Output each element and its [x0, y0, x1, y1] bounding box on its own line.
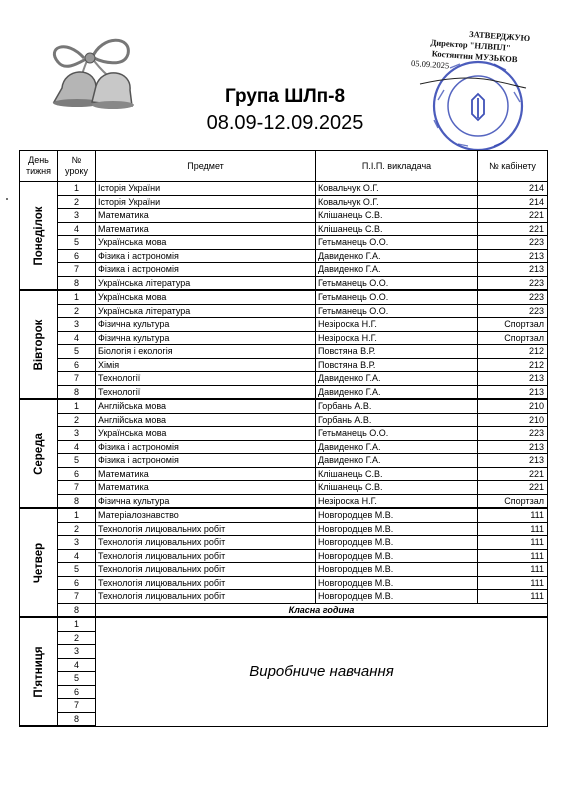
subject-cell: Математика: [96, 481, 316, 495]
lesson-number: 2: [58, 631, 96, 645]
lesson-number: 3: [58, 536, 96, 550]
lesson-number: 2: [58, 413, 96, 427]
table-row: [20, 385, 548, 399]
teacher-cell: Новгородцев М.В.: [316, 508, 478, 522]
room-cell: 213: [478, 249, 548, 263]
room-cell: 213: [478, 372, 548, 386]
lesson-number: 7: [58, 481, 96, 495]
schedule-body: [20, 182, 548, 727]
lesson-number: 4: [58, 222, 96, 236]
room-cell: 111: [478, 576, 548, 590]
subject-cell: Українська література: [96, 276, 316, 290]
table-row: [20, 440, 548, 454]
lesson-number: 6: [58, 249, 96, 263]
table-row: [20, 576, 548, 590]
friday-day-cell: [20, 617, 58, 726]
date-range: 08.09-12.09.2025: [206, 112, 364, 134]
table-row: [20, 399, 548, 413]
table-row: [20, 195, 548, 209]
subject-cell: Технологія лицювальних робіт: [96, 590, 316, 604]
lesson-number: 2: [58, 304, 96, 318]
header-lesson-number: № уроку: [58, 151, 96, 182]
table-row: [20, 617, 548, 631]
table-row: [20, 331, 548, 345]
lesson-number: 8: [58, 603, 96, 617]
table-row: [20, 236, 548, 250]
lesson-number: 2: [58, 195, 96, 209]
lesson-number: 5: [58, 563, 96, 577]
table-row: [20, 304, 548, 318]
teacher-cell: Повстяна В.Р.: [316, 345, 478, 359]
room-cell: 223: [478, 427, 548, 441]
tuesday-label: Вівторок: [32, 319, 45, 370]
subject-cell: Технологія лицювальних робіт: [96, 536, 316, 550]
table-row: [20, 427, 548, 441]
room-cell: Спортзал: [478, 318, 548, 332]
approval-position: Директор "НЛВПЛ": [430, 37, 512, 53]
lesson-number: 8: [58, 276, 96, 290]
teacher-cell: Клішанець С.В.: [316, 467, 478, 481]
lesson-number: 1: [58, 617, 96, 631]
teacher-cell: Новгородцев М.В.: [316, 522, 478, 536]
table-row: [20, 481, 548, 495]
lesson-number: 6: [58, 467, 96, 481]
lesson-number: 3: [58, 427, 96, 441]
lesson-number: 4: [58, 549, 96, 563]
lesson-number: 8: [58, 494, 96, 508]
teacher-cell: Новгородцев М.В.: [316, 576, 478, 590]
room-cell: 111: [478, 536, 548, 550]
teacher-cell: Давиденко Г.А.: [316, 372, 478, 386]
table-row: [20, 318, 548, 332]
table-row: [20, 263, 548, 277]
room-cell: 221: [478, 481, 548, 495]
subject-cell: Фізика і астрономія: [96, 440, 316, 454]
lesson-number: 7: [58, 372, 96, 386]
lesson-number: 4: [58, 331, 96, 345]
teacher-cell: Незіроска Н.Г.: [316, 331, 478, 345]
friday-label: П'ятниця: [32, 645, 45, 698]
lesson-number: 5: [58, 236, 96, 250]
bells-decoration: [36, 28, 156, 110]
table-row: [20, 358, 548, 372]
teacher-cell: Давиденко Г.А.: [316, 263, 478, 277]
thursday-label: Четвер: [32, 542, 45, 583]
room-cell: Спортзал: [478, 331, 548, 345]
subject-cell: Технологія лицювальних робіт: [96, 522, 316, 536]
table-row: [20, 603, 548, 617]
teacher-cell: Новгородцев М.В.: [316, 590, 478, 604]
room-cell: 213: [478, 440, 548, 454]
room-cell: 210: [478, 413, 548, 427]
table-row: [20, 413, 548, 427]
lesson-number: 7: [58, 699, 96, 713]
lesson-number: 4: [58, 658, 96, 672]
table-row: [20, 182, 548, 196]
subject-cell: Фізика і астрономія: [96, 249, 316, 263]
room-cell: 221: [478, 467, 548, 481]
production-training-cell: Виробниче навчання: [96, 617, 548, 726]
thursday-day-cell: [20, 508, 58, 617]
room-cell: 214: [478, 182, 548, 196]
teacher-cell: Гетьманець О.О.: [316, 304, 478, 318]
lesson-number: 2: [58, 522, 96, 536]
teacher-cell: Горбань А.В.: [316, 399, 478, 413]
subject-cell: Історія України: [96, 195, 316, 209]
room-cell: 221: [478, 209, 548, 223]
lesson-number: 5: [58, 345, 96, 359]
room-cell: 212: [478, 358, 548, 372]
approval-heading: ЗАТВЕРДЖУЮ: [468, 28, 531, 44]
teacher-cell: Давиденко Г.А.: [316, 454, 478, 468]
teacher-cell: Клішанець С.В.: [316, 481, 478, 495]
teacher-cell: Клішанець С.В.: [316, 209, 478, 223]
teacher-cell: Повстяна В.Р.: [316, 358, 478, 372]
room-cell: 223: [478, 290, 548, 304]
lesson-number: 4: [58, 440, 96, 454]
header-teacher: П.І.П. викладача: [316, 151, 478, 182]
room-cell: 223: [478, 304, 548, 318]
subject-cell: Біологія і екологія: [96, 345, 316, 359]
room-cell: 111: [478, 508, 548, 522]
table-row: [20, 522, 548, 536]
header-row: [20, 151, 548, 182]
subject-cell: Технології: [96, 385, 316, 399]
lesson-number: 5: [58, 454, 96, 468]
room-cell: 214: [478, 195, 548, 209]
room-cell: 212: [478, 345, 548, 359]
teacher-cell: Гетьманець О.О.: [316, 427, 478, 441]
monday-day-cell: [20, 182, 58, 291]
table-row: [20, 209, 548, 223]
schedule-table: [19, 150, 548, 727]
subject-cell: Хімія: [96, 358, 316, 372]
subject-cell: Технологія лицювальних робіт: [96, 563, 316, 577]
subject-cell: Математика: [96, 209, 316, 223]
wednesday-day-cell: [20, 399, 58, 508]
teacher-cell: Новгородцев М.В.: [316, 563, 478, 577]
header-day: День тижня: [20, 151, 58, 182]
lesson-number: 1: [58, 399, 96, 413]
room-cell: 213: [478, 263, 548, 277]
room-cell: 111: [478, 563, 548, 577]
table-row: [20, 549, 548, 563]
subject-cell: Матеріалознавство: [96, 508, 316, 522]
teacher-cell: Ковальчук О.Г.: [316, 195, 478, 209]
room-cell: Спортзал: [478, 494, 548, 508]
teacher-cell: Новгородцев М.В.: [316, 549, 478, 563]
subject-cell: Українська мова: [96, 236, 316, 250]
room-cell: 221: [478, 222, 548, 236]
subject-cell: Математика: [96, 222, 316, 236]
room-cell: 111: [478, 549, 548, 563]
subject-cell: Українська мова: [96, 290, 316, 304]
subject-cell: Англійська мова: [96, 399, 316, 413]
teacher-cell: Клішанець С.В.: [316, 222, 478, 236]
wednesday-label: Середа: [32, 432, 45, 475]
lesson-number: 7: [58, 590, 96, 604]
header-subject: Предмет: [96, 151, 316, 182]
teacher-cell: Давиденко Г.А.: [316, 249, 478, 263]
teacher-cell: Гетьманець О.О.: [316, 236, 478, 250]
teacher-cell: Давиденко Г.А.: [316, 385, 478, 399]
lesson-number: 5: [58, 672, 96, 686]
table-row: [20, 590, 548, 604]
lesson-number: 1: [58, 182, 96, 196]
lesson-number: 6: [58, 685, 96, 699]
teacher-cell: Гетьманець О.О.: [316, 290, 478, 304]
teacher-cell: Незіроска Н.Г.: [316, 494, 478, 508]
teacher-cell: Ковальчук О.Г.: [316, 182, 478, 196]
subject-cell: Фізична культура: [96, 331, 316, 345]
subject-cell: Фізична культура: [96, 318, 316, 332]
table-row: [20, 508, 548, 522]
class-hour-cell: Класна година: [96, 603, 548, 617]
subject-cell: Технологія лицювальних робіт: [96, 549, 316, 563]
subject-cell: Українська література: [96, 304, 316, 318]
lesson-number: 6: [58, 358, 96, 372]
header-room: № кабінету: [478, 151, 548, 182]
page-title: Група ШЛп-8: [224, 86, 346, 107]
subject-cell: Фізика і астрономія: [96, 263, 316, 277]
lesson-number: 7: [58, 263, 96, 277]
table-row: [20, 467, 548, 481]
tuesday-day-cell: [20, 290, 58, 399]
lesson-number: 3: [58, 209, 96, 223]
teacher-cell: Горбань А.В.: [316, 413, 478, 427]
subject-cell: Фізична культура: [96, 494, 316, 508]
room-cell: 223: [478, 236, 548, 250]
scan-dot: [6, 198, 8, 200]
monday-label: Понеділок: [32, 205, 45, 266]
subject-cell: Англійська мова: [96, 413, 316, 427]
room-cell: 213: [478, 454, 548, 468]
subject-cell: Технологія лицювальних робіт: [96, 576, 316, 590]
subject-cell: Фізика і астрономія: [96, 454, 316, 468]
table-row: [20, 249, 548, 263]
table-row: [20, 536, 548, 550]
lesson-number: 3: [58, 645, 96, 659]
table-row: [20, 563, 548, 577]
lesson-number: 1: [58, 508, 96, 522]
table-row: [20, 454, 548, 468]
lesson-number: 1: [58, 290, 96, 304]
table-row: [20, 276, 548, 290]
table-row: [20, 222, 548, 236]
table-row: [20, 494, 548, 508]
lesson-number: 6: [58, 576, 96, 590]
subject-cell: Українська мова: [96, 427, 316, 441]
subject-cell: Технології: [96, 372, 316, 386]
teacher-cell: Гетьманець О.О.: [316, 276, 478, 290]
lesson-number: 8: [58, 712, 96, 726]
lesson-number: 3: [58, 318, 96, 332]
approval-date: 05.09.2025: [410, 57, 450, 71]
room-cell: 210: [478, 399, 548, 413]
teacher-cell: Новгородцев М.В.: [316, 536, 478, 550]
room-cell: 111: [478, 590, 548, 604]
table-row: [20, 345, 548, 359]
table-row: [20, 290, 548, 304]
subject-cell: Історія України: [96, 182, 316, 196]
room-cell: 223: [478, 276, 548, 290]
subject-cell: Математика: [96, 467, 316, 481]
approval-name: Костянтин МУЗЬКОВ: [431, 48, 518, 65]
table-row: [20, 372, 548, 386]
room-cell: 111: [478, 522, 548, 536]
lesson-number: 8: [58, 385, 96, 399]
room-cell: 213: [478, 385, 548, 399]
teacher-cell: Давиденко Г.А.: [316, 440, 478, 454]
teacher-cell: Незіроска Н.Г.: [316, 318, 478, 332]
